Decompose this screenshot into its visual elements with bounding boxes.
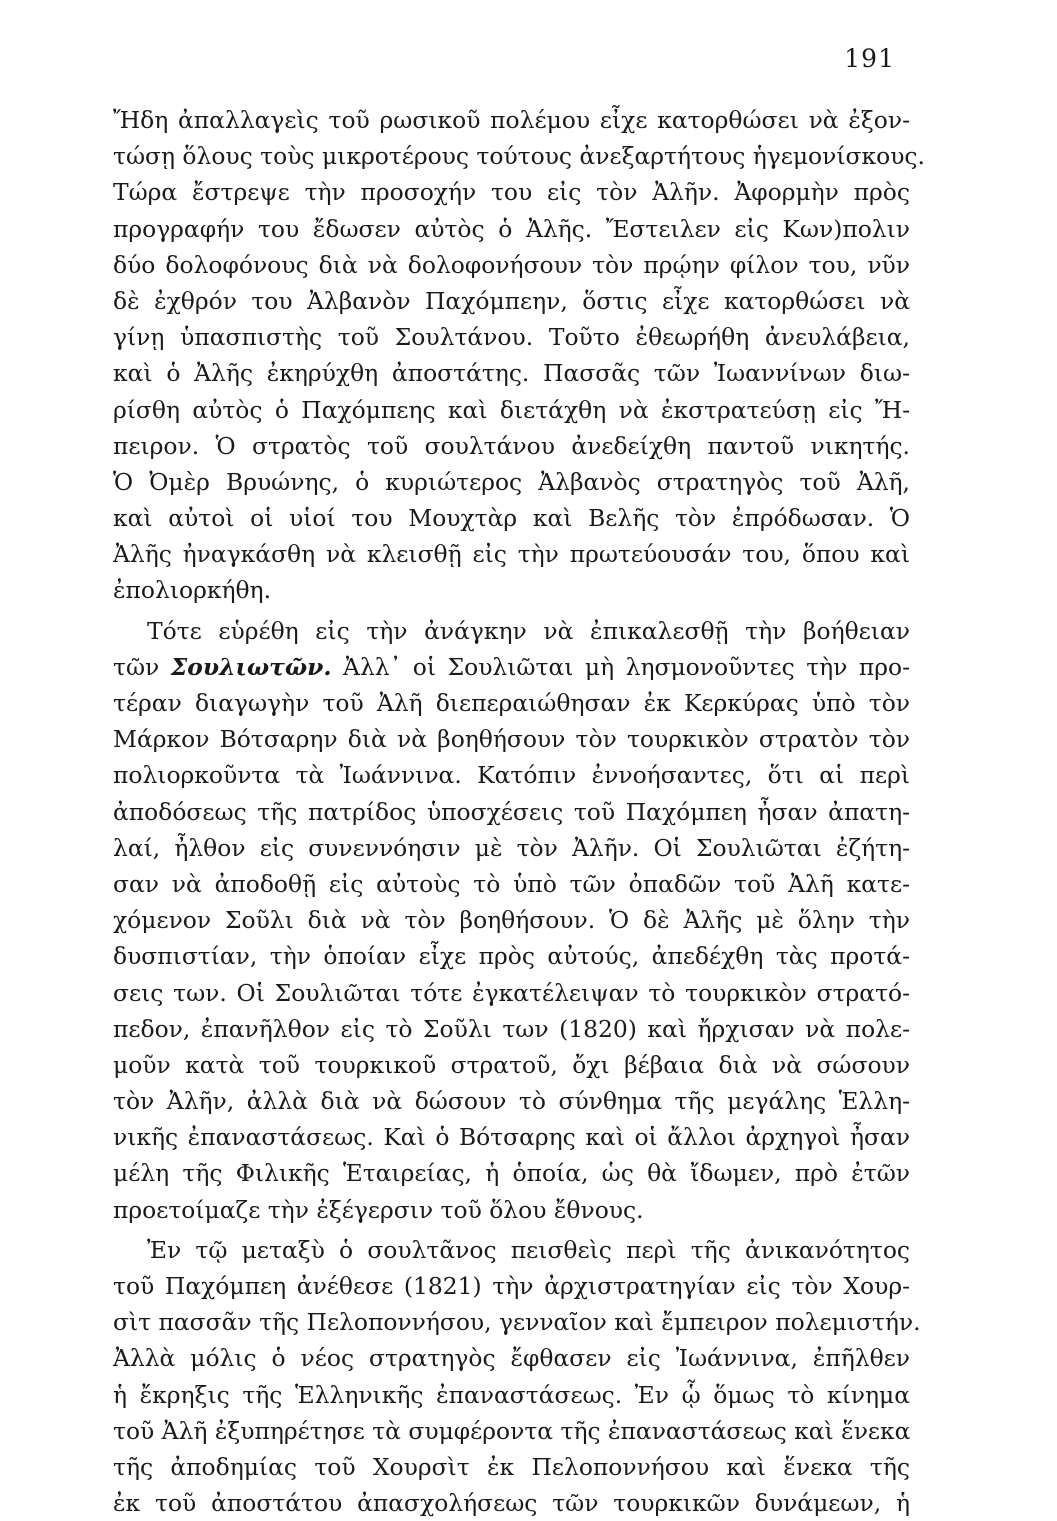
text-line: ἡ ἔκρηξις τῆς Ἑλληνικῆς ἐπαναστάσεως. Ἐν ᾧ ὅμως τὸ κίνημα [113, 1380, 910, 1409]
text-line: πολιορκοῦντα τὰ Ἰωάννινα. Κατόπιν ἐννοήσαντες, ὅτι αἱ περὶ [113, 761, 910, 790]
paragraph-2 [113, 613, 910, 1228]
text-line-with-emphasis [113, 649, 910, 685]
text-line: δυσπιστίαν, τὴν ὁποίαν εἶχε πρὸς αὐτούς, ἀπεδέχθη τὰς προτά- [113, 942, 910, 971]
text-line: καὶ αὐτοὶ οἱ υἱοί του Μουχτὰρ καὶ Βελῆς τὸν ἐπρόδωσαν. Ὁ [113, 504, 910, 533]
text-line: τέραν διαγωγὴν τοῦ Ἀλῆ διεπεραιώθησαν ἐκ Κερκύρας ὑπὸ τὸν [113, 689, 910, 717]
text-line: Μάρκον Βότσαρην διὰ νὰ βοηθήσουν τὸν τουρκικὸν στρατὸν τὸν [113, 725, 910, 754]
text-fragment: Ἀλλ᾿ οἱ Σουλιῶται μὴ λησμονοῦντες τὴν προ- [343, 652, 911, 681]
emphasized-term-souliotes: Σουλιωτῶν. [170, 652, 332, 681]
text-line: Τώρα ἔστρεψε τὴν προσοχήν του εἰς τὸν Ἀλῆν. Ἀφορμὴν πρὸς [113, 178, 910, 207]
text-line: Ὁ Ὀμὲρ Βρυώνης, ὁ κυριώτερος Ἀλβανὸς στρατηγὸς τοῦ Ἀλῆ, [113, 467, 910, 496]
text-line: τὸν Ἀλῆν, ἀλλὰ διὰ νὰ δώσουν τὸ σύνθημα τῆς μεγάλης Ἑλλη- [113, 1087, 910, 1116]
text-line: τοῦ Ἀλῆ ἐξυπηρέτησε τὰ συμφέροντα τῆς ἐπαναστάσεως καὶ ἕνεκα [113, 1416, 911, 1445]
page-number: 191 [844, 44, 895, 73]
text-line: δύο δολοφόνους διὰ νὰ δολοφονήσουν τὸν πρῴην φίλον του, νῦν [113, 250, 910, 279]
text-line: ρίσθη αὐτὸς ὁ Παχόμπεης καὶ διετάχθη νὰ ἐκστρατεύσῃ εἰς Ἤ- [113, 395, 910, 424]
text-fragment: τῶν [113, 652, 160, 681]
text-line: Ἀλῆς ἠναγκάσθη νὰ κλεισθῇ εἰς τὴν πρωτεύουσάν του, ὅπου καὶ [113, 540, 910, 569]
text-line: σὶτ πασσᾶν τῆς Πελοποννήσου, γενναῖον καὶ ἔμπειρον πολεμιστήν. [113, 1308, 921, 1337]
text-line: σεις των. Οἱ Σουλιῶται τότε ἐγκατέλειψαν τὸ τουρκικὸν στρατό- [113, 978, 910, 1007]
text-line: πειρον. Ὁ στρατὸς τοῦ σουλτάνου ἀνεδείχθη παντοῦ νικητής. [113, 431, 910, 460]
text-line: λαί, ἦλθον εἰς συνεννόησιν μὲ τὸν Ἀλῆν. Οἱ Σουλιῶται ἐζήτη- [113, 833, 910, 862]
text-line: χόμενον Σοῦλι διὰ νὰ τὸν βοηθήσουν. Ὁ δὲ Ἀλῆς μὲ ὅλην τὴν [113, 906, 910, 935]
text-line: Ἐν τῷ μεταξὺ ὁ σουλτᾶνος πεισθεὶς περὶ τῆς ἀνικανότητος [147, 1235, 910, 1264]
text-line: πεδον, ἐπανῆλθον εἰς τὸ Σοῦλι των (1820) καὶ ἤρχισαν νὰ πολε- [113, 1014, 910, 1043]
paragraph-3 [113, 1232, 921, 1521]
text-line: προετοίμαζε τὴν ἐξέγερσιν τοῦ ὅλου ἔθνους. [113, 1195, 644, 1224]
text-line: τῆς ἀποδημίας τοῦ Χουρσὶτ ἐκ Πελοποννήσου καὶ ἕνεκα τῆς [113, 1452, 910, 1481]
paragraph-1 [113, 102, 925, 609]
text-line: καὶ ὁ Ἀλῆς ἐκηρύχθη ἀποστάτης. Πασσᾶς τῶν Ἰωαννίνων διω- [113, 359, 910, 388]
text-line: Ἀλλὰ μόλις ὁ νέος στρατηγὸς ἔφθασεν εἰς Ἰωάννινα, ἐπῆλθεν [113, 1344, 910, 1373]
text-line: Ἤδη ἀπαλλαγεὶς τοῦ ρωσικοῦ πολέμου εἶχε κατορθώσει νὰ ἐξον- [113, 106, 910, 134]
text-line: μοῦν κατὰ τοῦ τουρκικοῦ στρατοῦ, ὄχι βέβαια διὰ νὰ σώσουν [113, 1050, 910, 1079]
text-line: δὲ ἐχθρόν του Ἀλβανὸν Παχόμπεην, ὅστις εἶχε κατορθώσει νὰ [113, 286, 910, 315]
text-line: νικῆς ἐπαναστάσεως. Καὶ ὁ Βότσαρης καὶ οἱ ἄλλοι ἀρχηγοὶ ἦσαν [113, 1123, 910, 1152]
text-line: Τότε εὑρέθη εἰς τὴν ἀνάγκην νὰ ἐπικαλεσθῇ τὴν βοήθειαν [147, 616, 910, 645]
text-line: προγραφήν του ἔδωσεν αὐτὸς ὁ Ἀλῆς. Ἔστειλεν εἰς Κων)πολιν [113, 214, 910, 243]
text-line: γίνῃ ὑπασπιστὴς τοῦ Σουλτάνου. Τοῦτο ἐθεωρήθη ἀνευλάβεια, [113, 323, 910, 352]
text-line: ἀποδόσεως τῆς πατρίδος ὑποσχέσεις τοῦ Παχόμπεη ἦσαν ἀπατη- [113, 797, 910, 826]
text-line: μέλη τῆς Φιλικῆς Ἑταιρείας, ἡ ὁποία, ὡς θὰ ἴδωμεν, πρὸ ἐτῶν [113, 1159, 910, 1188]
text-line: τώσῃ ὅλους τοὺς μικροτέρους τούτους ἀνεξαρτήτους ἡγεμονίσκους. [113, 142, 925, 171]
text-line: ἐκ τοῦ ἀποστάτου ἀπασχολήσεως τῶν τουρκικῶν δυνάμεων, ἡ [113, 1489, 910, 1518]
text-line: ἐπολιορκήθη. [113, 576, 272, 605]
text-line: τοῦ Παχόμπεη ἀνέθεσε (1821) τὴν ἀρχιστρατηγίαν εἰς τὸν Χουρ- [113, 1272, 910, 1300]
text-body [113, 102, 925, 1521]
text-line: σαν νὰ ἀποδοθῇ εἰς αὐτοὺς τὸ ὑπὸ τῶν ὀπαδῶν τοῦ Ἀλῆ κατε- [113, 869, 910, 898]
